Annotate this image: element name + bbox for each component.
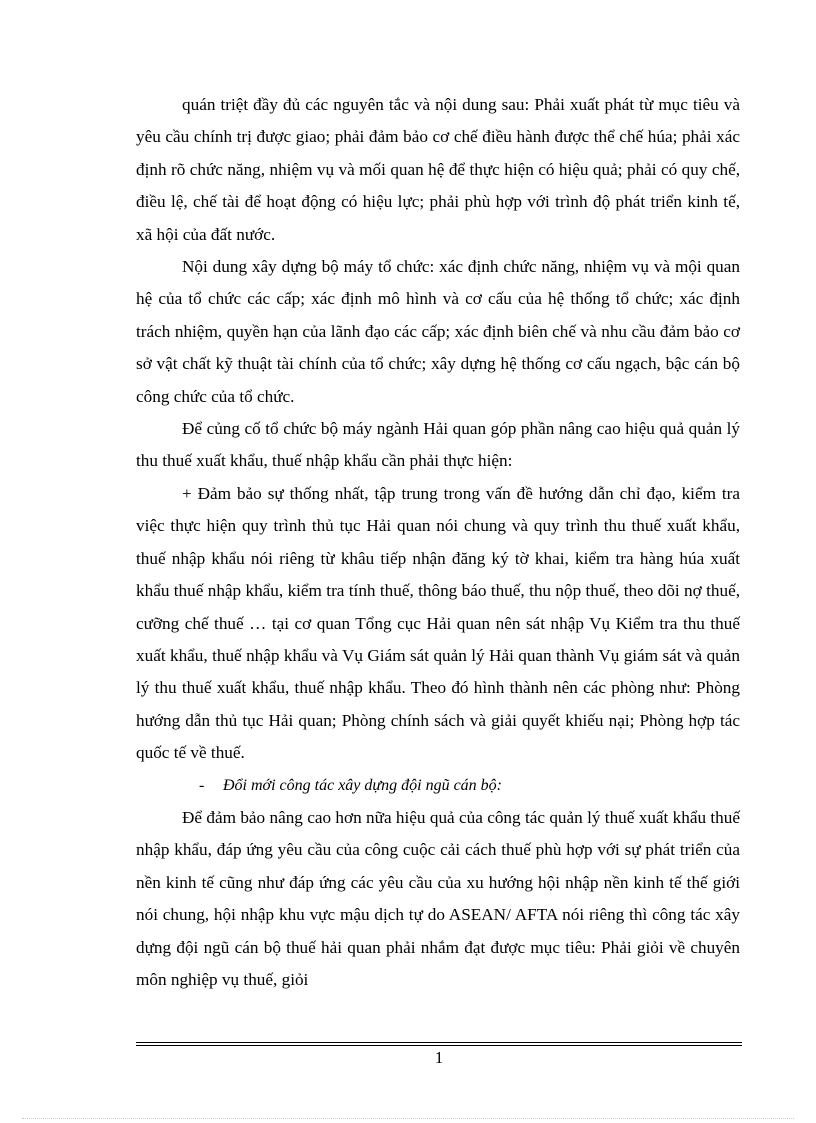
bullet-dash: - <box>199 776 205 794</box>
paragraph-unification-measures: + Đảm bảo sự thống nhất, tập trung trong vấn đề hướng dẫn chỉ đạo, kiểm tra việc thực hiện quy trình thủ tục Hải quan nói chung và quy trình thu thuế xuất khẩu, thuế nhập khẩu nói riêng từ khâu tiếp nhận đăng ký tờ khai, kiểm tra hàng húa xuất khẩu thuế nhập khẩu, kiểm tra tính thuế, thông báo thuế, thu nộp thuế, theo dõi nợ thuế, cưỡng chế thuế … tại cơ quan Tổng cục Hải quan nên sát nhập Vụ Kiểm tra thu thuế xuất khẩu, thuế nhập khẩu và Vụ Giám sát quản lý Hải quan thành Vụ giám sát và quản lý thu thuế xuất khẩu, thuế nhập khẩu. Theo đó hình thành nên các phòng như: Phòng hướng dẫn thủ tục Hải quan; Phòng chính sách và giải quyết khiếu nại; Phòng hợp tác quốc tế về thuế. <box>136 483 740 763</box>
page-edge-divider <box>22 1118 794 1119</box>
paragraph-organization-content: Nội dung xây dựng bộ máy tổ chức: xác định chức năng, nhiệm vụ và mội quan hệ của tổ chức các cấp; xác định mô hình và cơ cấu của hệ thống tổ chức; xác định trách nhiệm, quyền hạn của lãnh đạo các cấp; xác định biên chế và nhu cầu đảm bảo cơ sở vật chất kỹ thuật tài chính của tổ chức; xây dựng hệ thống cơ cấu ngạch, bậc cán bộ công chức của tổ chức. <box>136 257 740 406</box>
paragraph-consolidation-intro: Để củng cố tổ chức bộ máy ngành Hải quan góp phần nâng cao hiệu quả quản lý thu thuế xuất khẩu, thuế nhập khẩu cần phải thực hiện: <box>136 419 740 471</box>
page-number: 1 <box>434 1048 444 1067</box>
page-body <box>136 89 740 996</box>
bullet-heading: Đổi mới công tác xây dựng đội ngũ cán bộ: <box>223 776 502 794</box>
bullet-staff-reform <box>136 770 740 802</box>
paragraph-principles: quán triệt đầy đủ các nguyên tắc và nội dung sau: Phải xuất phát từ mục tiêu và yêu cầu chính trị được giao; phải đảm bảo cơ chế điều hành được thể chế húa; phải xác định rõ chức năng, nhiệm vụ và mối quan hệ để thực hiện có hiệu quả; phải có quy chế, điều lệ, chế tài để hoạt động có hiệu lực; phải phù hợp với trình độ phát triển kinh tế, xã hội của đất nước. <box>136 95 740 244</box>
paragraph-staff-goals: Để đảm bảo nâng cao hơn nữa hiệu quả của công tác quản lý thuế xuất khẩu thuế nhập khẩu, đáp ứng yêu cầu của công cuộc cải cách thuế phù hợp với sự phát triển của nền kinh tế cũng như đáp ứng các yêu cầu của xu hướng hội nhập nền kinh tế thế giới nói chung, hội nhập khu vực mậu dịch tự do ASEAN/ AFTA nói riêng thì công tác xây dựng đội ngũ cán bộ thuế hải quan phải nhắm đạt được mục tiêu: Phải giỏi về chuyên môn nghiệp vụ thuế, giỏi <box>136 807 740 989</box>
footer-double-rule <box>136 1042 742 1046</box>
